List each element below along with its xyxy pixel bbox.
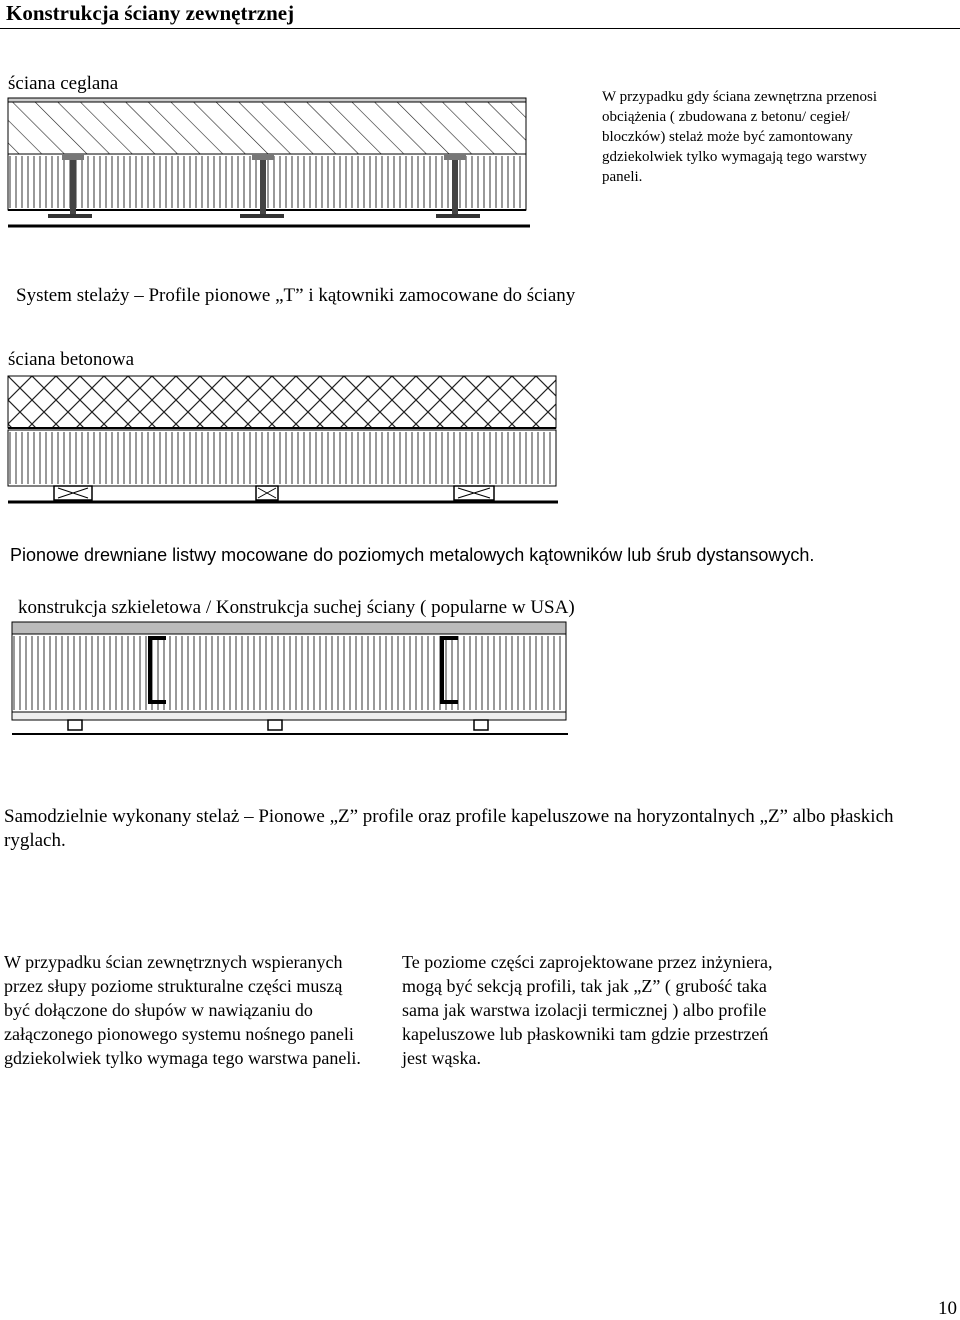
brick-wall-label: ściana ceglana [8,73,119,94]
hat-profile [68,720,82,730]
hat-profile [268,720,282,730]
bottom-right-paragraph: Te poziome części zaprojektowane przez inżyniera, mogą być sekcją profili, tak jak „Z” ( grubość taka sama jak warstwa izolacji termicznej ) albo profile kapeluszowe lub płaskowniki tam gdzie przestrzeń jest wąska. [402,952,773,1068]
concrete-wall-label: ściana betonowa [8,349,135,370]
brick-wall-diagram [8,98,532,238]
spacer-bracket [256,486,278,500]
panel-ribs [14,636,560,710]
brick-wall-note: W przypadku gdy ściana zewnętrzna przenosi obciążenia ( zbudowana z betonu/ cegieł/ bloczków) stelaż może być zamontowany gdziekolwiek tylko wymagają tego warstwy paneli. [602,89,878,185]
t-profile-bracket [240,154,284,218]
frame-wall-label: konstrukcja szkieletowa / Konstrukcja suchej ściany ( popularne w USA) [18,597,575,618]
bottom-left-paragraph: W przypadku ścian zewnętrznych wspieranych przez słupy poziome strukturalne części muszą być dołączone do słupów w nawiązaniu do załączonego pionowego systemu nośnego paneli gdziekolwiek tylko wymaga tego warstwa paneli. [4,952,361,1068]
spacer-bracket [454,486,494,500]
hat-profile [474,720,488,730]
panel-ribs [10,432,550,484]
t-profile-bracket [436,154,480,218]
concrete-wall-diagram [8,376,560,506]
brick-wall-caption: System stelaży – Profile pionowe „T” i kątowniki zamocowane do ściany [16,285,576,306]
z-profile [148,636,166,704]
spacer-bracket [54,486,92,500]
page-number: 10 [938,1298,957,1319]
title-rule [0,28,960,29]
concrete-wall-caption: Pionowe drewniane listwy mocowane do poziomych metalowych kątowników lub śrub dystansowych. [10,545,815,565]
page-title: Konstrukcja ściany zewnętrznej [6,1,295,25]
frame-wall-diagram [12,622,568,740]
frame-wall-caption: Samodzielnie wykonany stelaż – Pionowe „Z” profile oraz profile kapeluszowe na horyzontalnych „Z” albo płaskich ryglach. [4,806,894,851]
t-profile-bracket [48,154,92,218]
z-profile [440,636,458,704]
